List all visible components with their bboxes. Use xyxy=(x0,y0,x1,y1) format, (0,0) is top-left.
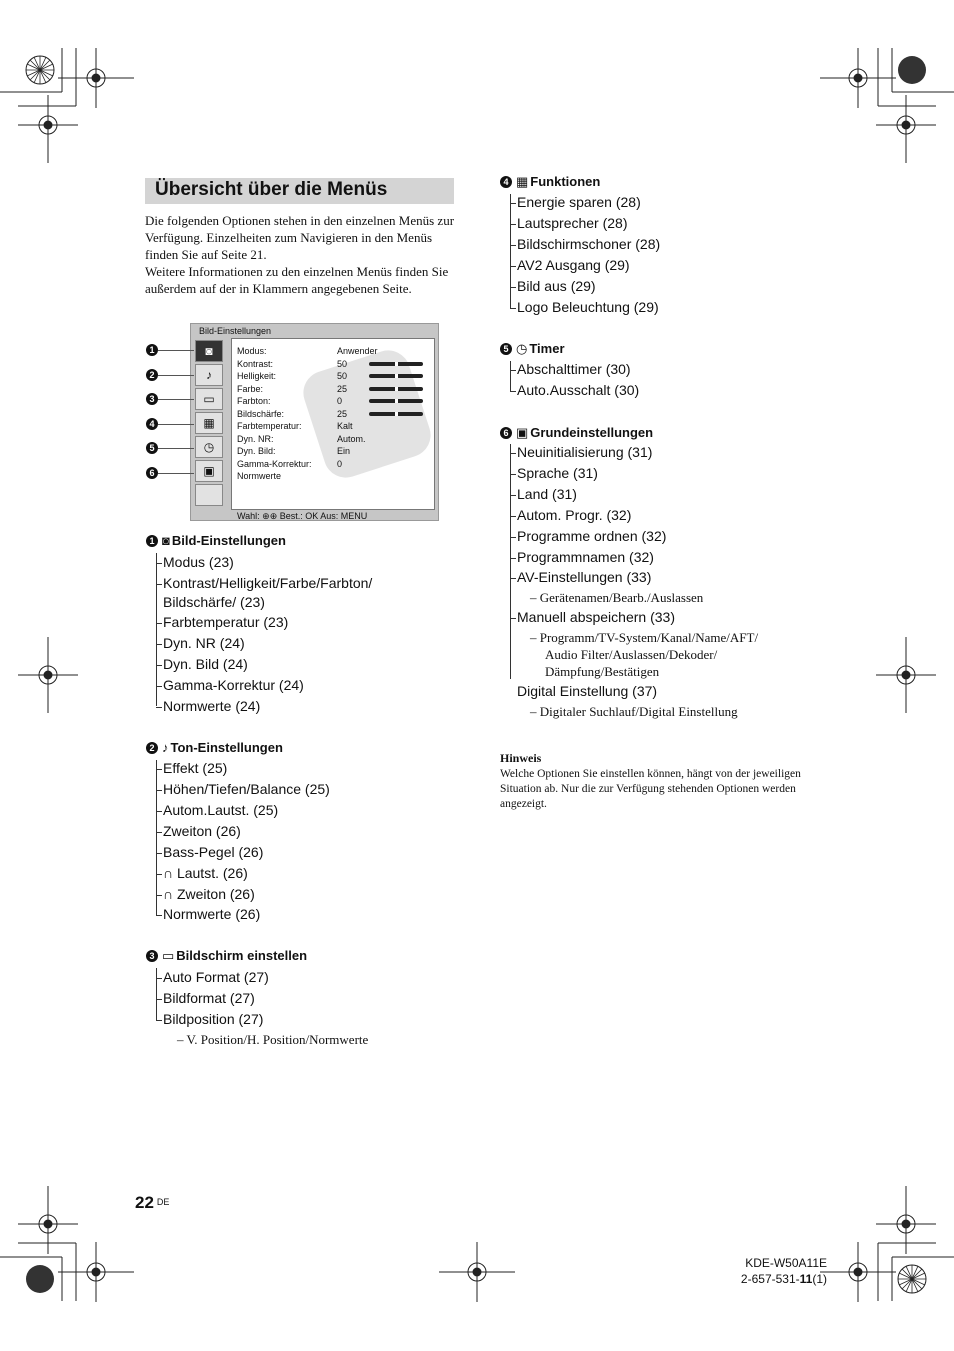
callout-leader xyxy=(158,448,194,449)
section-2-heading xyxy=(146,740,283,755)
callout-leader xyxy=(158,375,194,376)
callout-3: 3 xyxy=(146,393,158,405)
menu-item: Dyn. Bild (24) xyxy=(163,656,248,672)
document-code: 2-657-531-11(1) xyxy=(740,1272,827,1286)
menu-item: Kontrast/Helligkeit/Farbe/Farbton/ xyxy=(163,575,373,591)
intro-paragraph-2: Weitere Informationen zu den einzelnen Menüs finden Sie außerdem auf der in Klammern angegebenen Seite. xyxy=(145,264,449,296)
level-bar xyxy=(369,374,423,378)
sound-icon: ♪ xyxy=(162,740,169,755)
menu-item: ∩ Lautst. (26) xyxy=(163,865,248,881)
menu-item: Autom.Lautst. (25) xyxy=(163,802,279,818)
page-number: 22 DE xyxy=(135,1193,170,1212)
screen-row: Modus: Anwender xyxy=(237,346,378,356)
section-number: 3 xyxy=(146,950,158,962)
setup-icon: ▣ xyxy=(516,425,529,440)
section-6-heading xyxy=(500,425,653,441)
menu-item: Dyn. NR (24) xyxy=(163,635,245,651)
screen-row: Farbton: 0 xyxy=(237,395,433,407)
picture-icon: ◙ xyxy=(195,340,223,362)
screen-footer: Wahl: ⊕⊕ Best.: OK Aus: MENU xyxy=(237,511,368,521)
menu-item: AV-Einstellungen (33) xyxy=(517,569,652,585)
callout-6: 6 xyxy=(146,467,158,479)
timer-icon: ◷ xyxy=(195,436,223,458)
screen-row: Farbtemperatur: Kalt xyxy=(237,421,353,431)
section-title: Funktionen xyxy=(530,174,601,189)
section-number: 6 xyxy=(500,427,512,439)
screen-row: Dyn. Bild: Ein xyxy=(237,446,351,456)
callout-leader xyxy=(158,350,194,351)
menu-screen-illustration xyxy=(190,323,439,521)
section-title: Grundeinstellungen xyxy=(530,425,654,440)
screen-icon: ▭ xyxy=(162,948,175,963)
section-5-heading xyxy=(500,341,565,357)
section-title: Bildschirm einstellen xyxy=(176,948,308,963)
section-number: 4 xyxy=(500,176,512,188)
sound-icon: ♪ xyxy=(195,364,223,386)
menu-item: Normwerte (26) xyxy=(163,906,261,922)
menu-item: Sprache (31) xyxy=(517,465,598,481)
section-number: 5 xyxy=(500,343,512,355)
menu-item: Programmnamen (32) xyxy=(517,549,654,565)
level-bar xyxy=(369,399,423,403)
section-3-heading xyxy=(146,948,307,964)
screen-title: Bild-Einstellungen xyxy=(199,326,272,336)
callout-5: 5 xyxy=(146,442,158,454)
menu-item: Bildposition (27) xyxy=(163,1011,264,1027)
tree-line xyxy=(156,968,157,1020)
level-bar xyxy=(369,362,423,366)
screen-icon-column xyxy=(193,338,225,510)
menu-item: Effekt (25) xyxy=(163,760,228,776)
menu-item: Digital Einstellung (37) xyxy=(517,683,658,699)
callout-leader xyxy=(158,399,194,400)
sub-options: – V. Position/H. Position/Normwerte xyxy=(177,1032,369,1047)
menu-item: Höhen/Tiefen/Balance (25) xyxy=(163,781,330,797)
menu-item: Abschalttimer (30) xyxy=(517,361,631,377)
callout-leader xyxy=(158,473,194,474)
note-text: Welche Optionen Sie einstellen können, hängt von der jeweiligen Situation ab. Nur die zur Verfügung stehenden Optionen werden angezeigt. xyxy=(500,768,801,810)
model-info xyxy=(700,1255,827,1287)
menu-item: Modus (23) xyxy=(163,554,234,570)
empty-icon-slot xyxy=(195,484,223,506)
menu-item: Energie sparen (28) xyxy=(517,194,641,210)
menu-item: Auto.Ausschalt (30) xyxy=(517,382,640,398)
callout-2: 2 xyxy=(146,369,158,381)
page-title: Übersicht über die Menüs xyxy=(155,179,388,200)
callout-leader xyxy=(158,424,194,425)
tree-line xyxy=(156,760,157,915)
headphone-icon: ∩ xyxy=(163,886,174,902)
headphone-icon: ∩ xyxy=(163,865,174,881)
sub-options: Audio Filter/Auslassen/Dekoder/ xyxy=(545,647,718,662)
section-title: Ton-Einstellungen xyxy=(170,740,283,755)
sub-options: – Programm/TV-System/Kanal/Name/AFT/ xyxy=(530,630,759,645)
menu-item: Autom. Progr. (32) xyxy=(517,507,632,523)
menu-item: Bass-Pegel (26) xyxy=(163,844,264,860)
section-title: Bild-Einstellungen xyxy=(171,533,286,548)
screen-row: Kontrast: 50 xyxy=(237,358,433,370)
callout-4: 4 xyxy=(146,418,158,430)
model-number: KDE-W50A11E xyxy=(745,1256,827,1270)
level-bar xyxy=(369,412,423,416)
menu-item: Bildschärfe/ (23) xyxy=(163,594,265,610)
screen-row: Normwerte xyxy=(237,471,282,481)
screen-row: Farbe: 25 xyxy=(237,383,433,395)
setup-icon: ▣ xyxy=(195,460,223,482)
sub-options: Dämpfung/Bestätigen xyxy=(545,664,660,679)
section-1-heading xyxy=(146,533,286,548)
menu-item: Farbtemperatur (23) xyxy=(163,614,289,630)
timer-icon: ◷ xyxy=(516,341,528,356)
features-icon: ▦ xyxy=(516,174,529,189)
section-4-heading xyxy=(500,174,600,190)
note-title: Hinweis xyxy=(500,751,542,765)
tree-line xyxy=(510,361,511,392)
menu-item: Lautsprecher (28) xyxy=(517,215,628,231)
menu-item: Auto Format (27) xyxy=(163,969,269,985)
tree-line xyxy=(156,553,157,706)
menu-item: Bildschirmschoner (28) xyxy=(517,236,661,252)
menu-item: Bild aus (29) xyxy=(517,278,596,294)
menu-item: AV2 Ausgang (29) xyxy=(517,257,630,273)
picture-icon: ◙ xyxy=(162,533,170,548)
menu-item: Land (31) xyxy=(517,486,577,502)
tree-line xyxy=(510,444,511,679)
menu-item: Manuell abspeichern (33) xyxy=(517,609,675,625)
screen-row: Gamma-Korrektur: 0 xyxy=(237,458,343,469)
menu-item: Neuinitialisierung (31) xyxy=(517,444,653,460)
sub-options: – Gerätenamen/Bearb./Auslassen xyxy=(530,590,704,605)
tree-line xyxy=(510,194,511,309)
menu-item: ∩ Zweiton (26) xyxy=(163,886,255,902)
sub-options: – Digitaler Suchlauf/Digital Einstellung xyxy=(530,704,738,719)
screen-row: Dyn. NR: Autom. xyxy=(237,433,366,444)
intro-paragraph-1: Die folgenden Optionen stehen in den einzelnen Menüs zur Verfügung. Einzelheiten zum Navigieren in den Menüs finden Sie auf Seite 21. xyxy=(145,213,455,262)
menu-item: Zweiton (26) xyxy=(163,823,241,839)
screen-row: Helligkeit: 50 xyxy=(237,370,433,382)
menu-item: Logo Beleuchtung (29) xyxy=(517,299,659,315)
menu-item: Gamma-Korrektur (24) xyxy=(163,677,304,693)
page-title-bar xyxy=(145,178,454,204)
screen-settings-panel xyxy=(231,338,435,510)
section-number: 1 xyxy=(146,535,158,547)
page-language: DE xyxy=(156,1197,170,1207)
screen-icon: ▭ xyxy=(195,388,223,410)
menu-item: Bildformat (27) xyxy=(163,990,255,1006)
intro-text xyxy=(145,212,455,297)
features-icon: ▦ xyxy=(195,412,223,434)
section-title: Timer xyxy=(529,341,565,356)
callout-1: 1 xyxy=(146,344,158,356)
menu-item: Normwerte (24) xyxy=(163,698,261,714)
screen-row: Bildschärfe: 25 xyxy=(237,408,433,420)
menu-item: Programme ordnen (32) xyxy=(517,528,667,544)
level-bar xyxy=(369,387,423,391)
section-number: 2 xyxy=(146,742,158,754)
